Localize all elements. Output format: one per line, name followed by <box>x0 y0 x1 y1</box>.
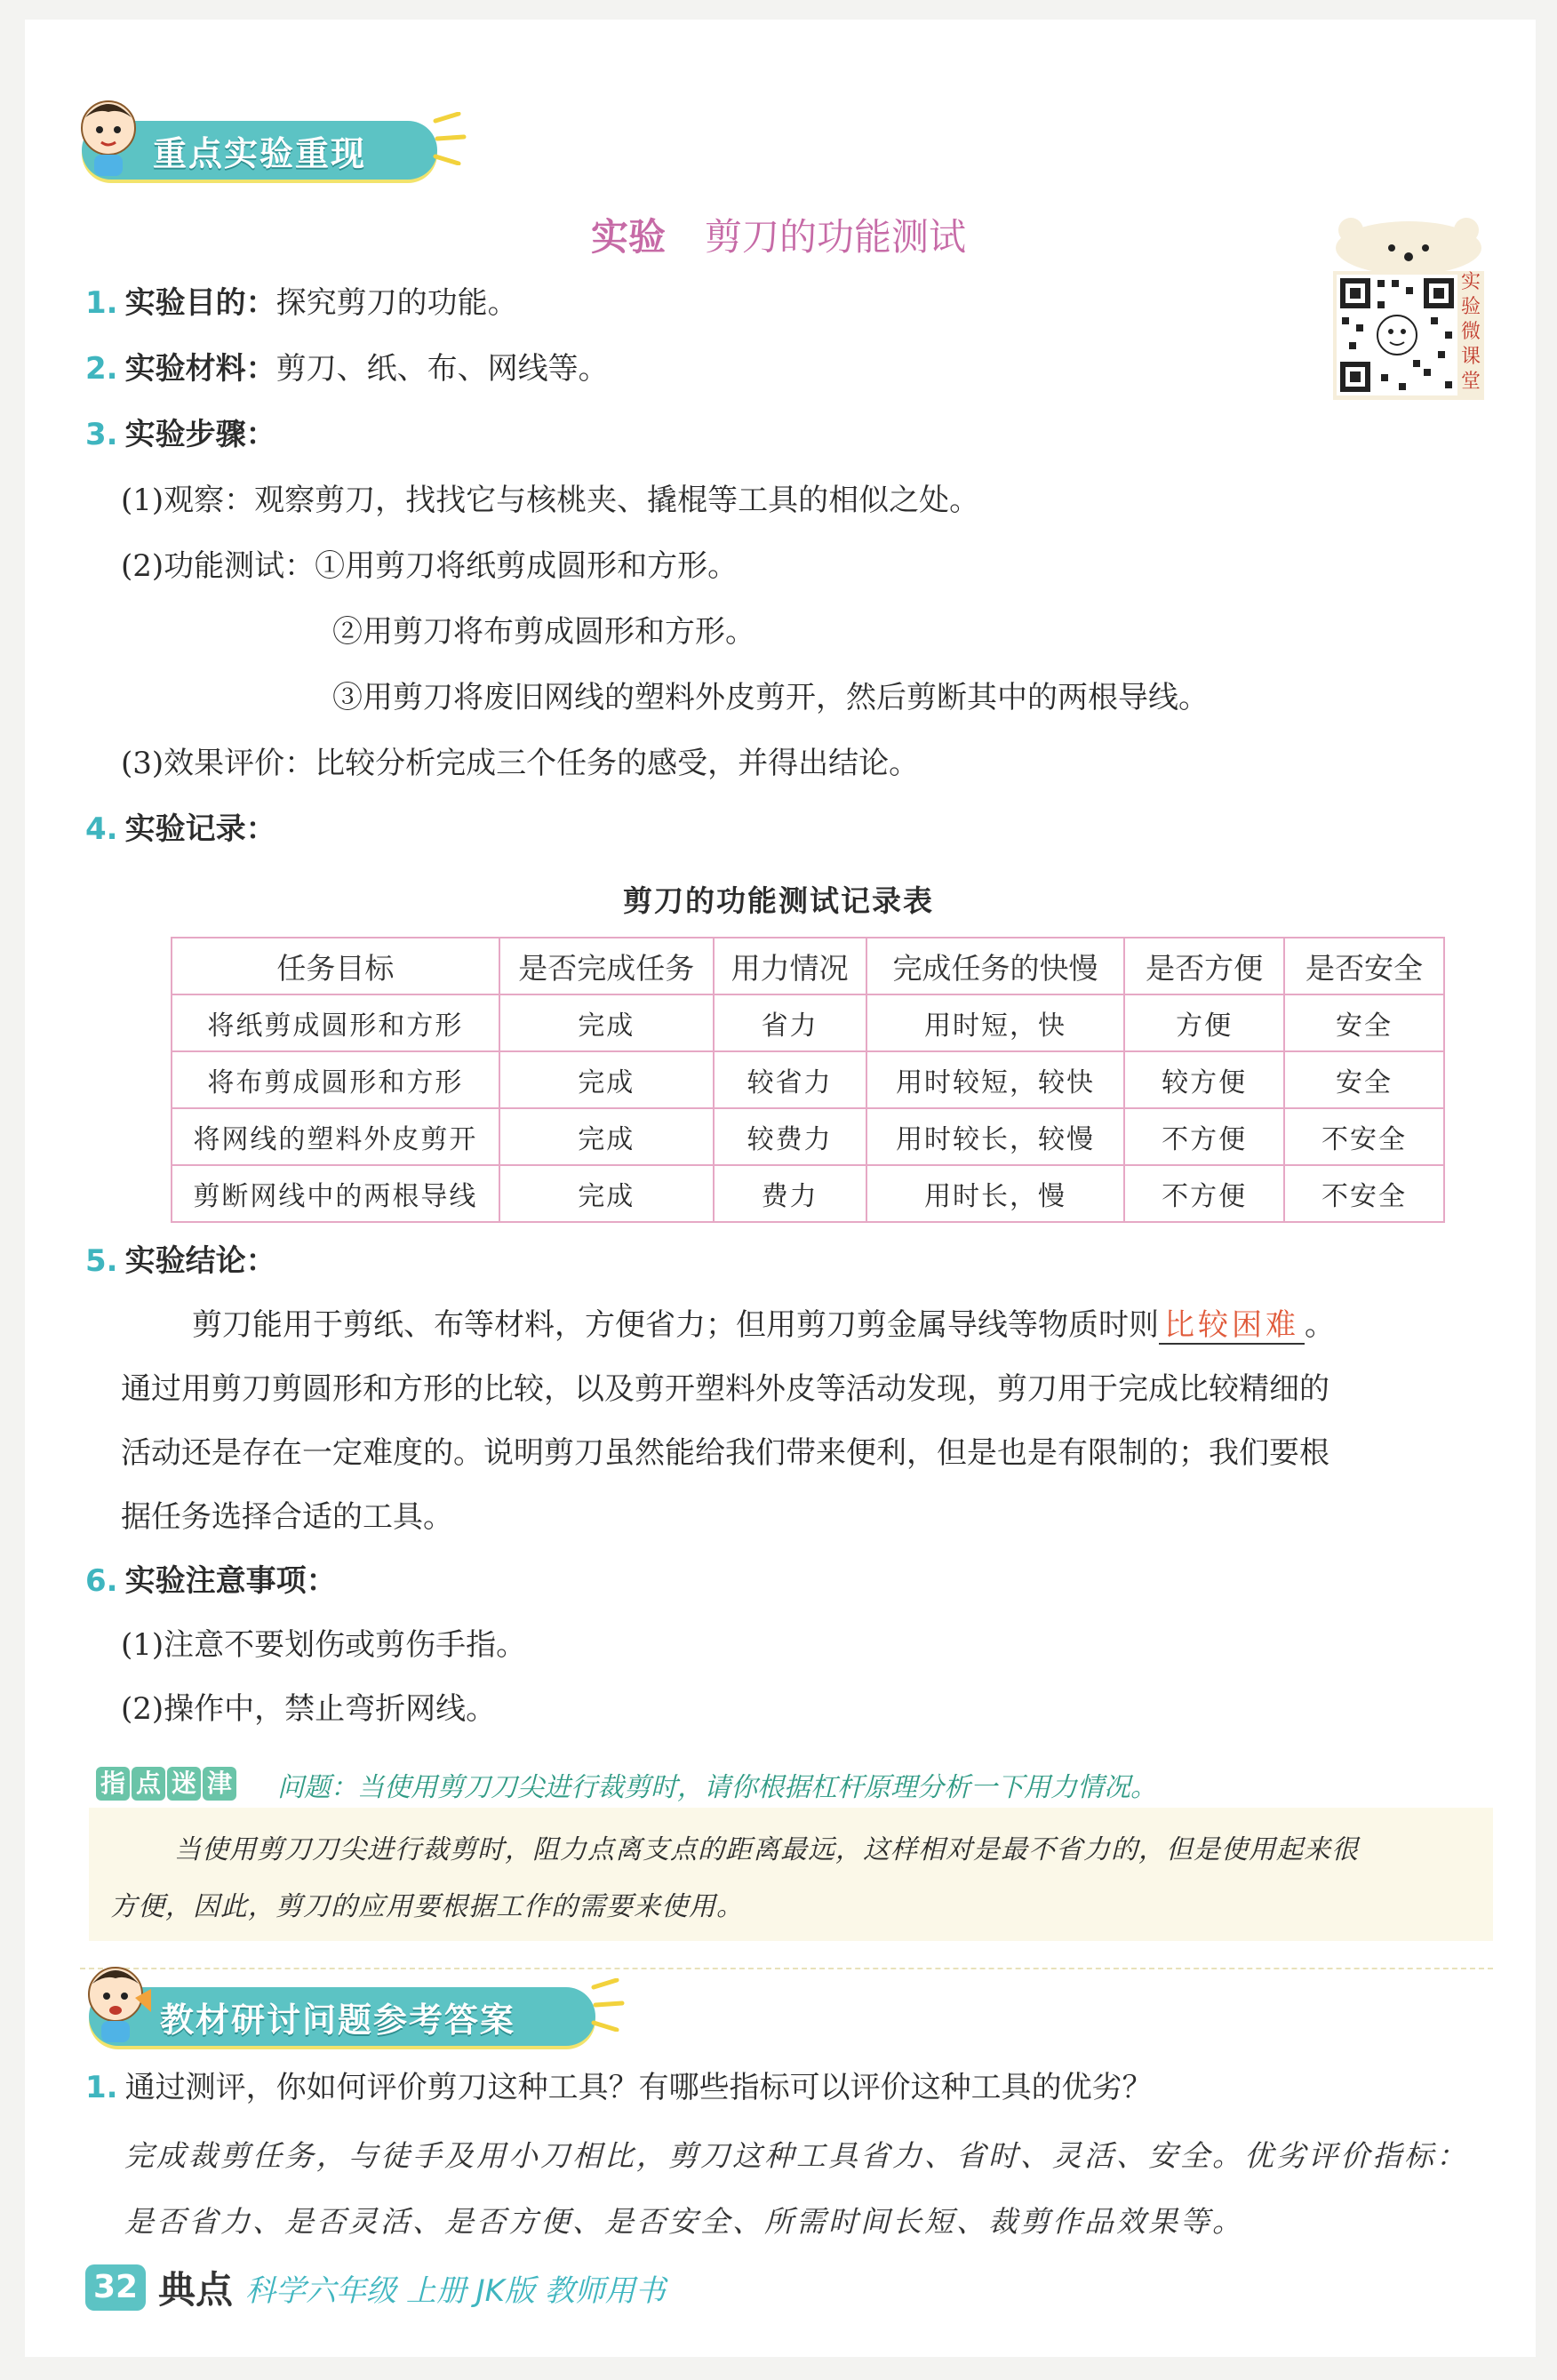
table-header-cell: 完成任务的快慢 <box>866 938 1125 994</box>
section-banner-textbook-answers <box>89 1987 595 2046</box>
item-number: 1. <box>85 2070 118 2105</box>
tip-badge-char: 点 <box>132 1767 165 1801</box>
table-cell: 完成 <box>499 1165 714 1222</box>
table-cell: 完成 <box>499 1051 714 1108</box>
book-title: 科学六年级 上册 JK版 教师用书 <box>245 2272 666 2309</box>
brand-logo: 典点 <box>158 2268 234 2312</box>
item-steps <box>85 414 276 455</box>
item-number: 3. <box>85 417 118 452</box>
step-evaluate: (3)效果评价：比较分析完成三个任务的感受，并得出结论。 <box>121 746 920 781</box>
item-heading: 实验步骤： <box>124 417 276 452</box>
table-cell: 安全 <box>1284 1051 1444 1108</box>
item-number: 1. <box>85 285 118 321</box>
experiment-title-text: 剪刀的功能测试 <box>705 215 967 259</box>
item-number: 2. <box>85 351 118 387</box>
table-cell: 用时较短，较快 <box>866 1051 1125 1108</box>
section-banner-label: 教材研讨问题参考答案 <box>160 2000 516 2040</box>
table-header-row <box>172 938 1444 994</box>
qa-question <box>85 2067 1153 2108</box>
sparkle-icon <box>432 112 467 165</box>
table-row <box>172 994 1444 1051</box>
question-text: 通过测评，你如何评价剪刀这种工具？有哪些指标可以评价这种工具的优劣？ <box>124 2070 1153 2105</box>
qr-label-char: 堂 <box>1461 371 1481 393</box>
table-row <box>172 1108 1444 1165</box>
table-cell: 不安全 <box>1284 1108 1444 1165</box>
item-record <box>85 809 276 850</box>
item-text: 剪刀、纸、布、网线等。 <box>275 351 609 387</box>
divider <box>80 1968 1493 1969</box>
table-cell: 将纸剪成圆形和方形 <box>172 994 499 1051</box>
qa-answer-line-2: 是否省力、是否灵活、是否方便、是否安全、所需时间长短、裁剪作品效果等。 <box>124 2204 1244 2239</box>
step-function-test-2: ②用剪刀将布剪成圆形和方形。 <box>332 614 755 650</box>
tip-badge <box>96 1767 236 1802</box>
tip-badge-char: 指 <box>96 1767 130 1801</box>
record-table <box>171 937 1445 1223</box>
table-cell: 费力 <box>714 1165 866 1222</box>
note-2: (2)操作中，禁止弯折网线。 <box>121 1691 497 1727</box>
conclusion-line-2: 通过用剪刀剪圆形和方形的比较，以及剪开塑料外皮等活动发现，剪刀用于完成比较精细的 <box>121 1371 1329 1407</box>
item-heading: 实验结论： <box>124 1243 276 1279</box>
table-row <box>172 1165 1444 1222</box>
page-number: 32 <box>85 2264 146 2311</box>
mascot-icon <box>73 96 146 178</box>
note-1: (1)注意不要划伤或剪伤手指。 <box>121 1627 527 1663</box>
table-cell: 较费力 <box>714 1108 866 1165</box>
tip-badge-char: 津 <box>203 1767 236 1801</box>
table-cell: 完成 <box>499 1108 714 1165</box>
table-header-cell: 是否安全 <box>1284 938 1444 994</box>
qa-answer-line-1: 完成裁剪任务，与徒手及用小刀相比，剪刀这种工具省力、省时、灵活、安全。优劣评价指标： <box>124 2138 1468 2173</box>
qr-label-char: 验 <box>1461 296 1481 318</box>
item-number: 5. <box>85 1243 118 1279</box>
sparkle-icon <box>590 1978 626 2032</box>
qr-label <box>1461 270 1484 395</box>
mascot-icon <box>80 1962 153 2044</box>
table-cell: 省力 <box>714 994 866 1051</box>
qr-label-char: 微 <box>1461 321 1481 343</box>
tip-badge-char: 迷 <box>167 1767 201 1801</box>
step-function-test-3: ③用剪刀将废旧网线的塑料外皮剪开，然后剪断其中的两根导线。 <box>332 680 1209 715</box>
item-heading: 实验记录： <box>124 811 276 847</box>
conclusion-line-3: 活动还是存在一定难度的。说明剪刀虽然能给我们带来便利，但是也是有限制的；我们要根 <box>121 1435 1329 1471</box>
conclusion-text: 。 <box>1305 1307 1335 1343</box>
section-banner-label: 重点实验重现 <box>153 133 367 173</box>
table-cell: 方便 <box>1124 994 1284 1051</box>
table-cell: 完成 <box>499 994 714 1051</box>
table-cell: 不方便 <box>1124 1108 1284 1165</box>
table-cell: 不安全 <box>1284 1165 1444 1222</box>
table-header-cell: 是否方便 <box>1124 938 1284 994</box>
step-observe: (1)观察：观察剪刀，找找它与核桃夹、撬棍等工具的相似之处。 <box>121 483 980 518</box>
conclusion-answer-fill: 比较困难 <box>1159 1307 1305 1345</box>
tip-question: 问题：当使用剪刀刀尖进行裁剪时，请你根据杠杆原理分析一下用力情况。 <box>277 1772 1157 1803</box>
table-cell: 不方便 <box>1124 1165 1284 1222</box>
table-title: 剪刀的功能测试记录表 <box>623 883 934 918</box>
table-cell: 较方便 <box>1124 1051 1284 1108</box>
qr-label-char: 实 <box>1461 271 1481 293</box>
table-cell: 将布剪成圆形和方形 <box>172 1051 499 1108</box>
tip-answer-line-1: 当使用剪刀刀尖进行裁剪时，阻力点离支点的距离最远，这样相对是最不省力的，但是使用起来很 <box>174 1834 1359 1865</box>
table-header-cell: 用力情况 <box>714 938 866 994</box>
page-footer <box>85 2261 666 2314</box>
item-purpose <box>85 283 518 323</box>
item-conclusion <box>85 1241 276 1282</box>
section-banner-key-experiment <box>82 121 437 180</box>
conclusion-line-4: 据任务选择合适的工具。 <box>121 1499 453 1535</box>
table-cell: 用时长，慢 <box>866 1165 1125 1222</box>
conclusion-text: 剪刀能用于剪纸、布等材料，方便省力；但用剪刀剪金属导线等物质时则 <box>192 1307 1159 1343</box>
item-notes <box>85 1561 337 1601</box>
item-heading: 实验注意事项： <box>124 1563 337 1599</box>
item-heading: 实验目的： <box>124 285 276 321</box>
step-function-test: (2)功能测试：①用剪刀将纸剪成圆形和方形。 <box>121 548 739 584</box>
table-cell: 剪断网线中的两根导线 <box>172 1165 499 1222</box>
table-cell: 用时短，快 <box>866 994 1125 1051</box>
table-cell: 用时较长，较慢 <box>866 1108 1125 1165</box>
table-row <box>172 1051 1444 1108</box>
qr-label-char: 课 <box>1461 346 1481 368</box>
table-cell: 安全 <box>1284 994 1444 1051</box>
item-materials <box>85 348 609 389</box>
conclusion-line-1 <box>192 1305 1335 1346</box>
tip-answer-line-2: 方便，因此，剪刀的应用要根据工作的需要来使用。 <box>110 1891 744 1922</box>
table-cell: 较省力 <box>714 1051 866 1108</box>
item-number: 6. <box>85 1563 118 1599</box>
item-number: 4. <box>85 811 118 847</box>
table-header-cell: 任务目标 <box>172 938 499 994</box>
experiment-title-lead: 实验 <box>590 215 666 259</box>
table-cell: 将网线的塑料外皮剪开 <box>172 1108 499 1165</box>
item-heading: 实验材料： <box>124 351 276 387</box>
table-header-cell: 是否完成任务 <box>499 938 714 994</box>
item-text: 探究剪刀的功能。 <box>275 285 518 321</box>
